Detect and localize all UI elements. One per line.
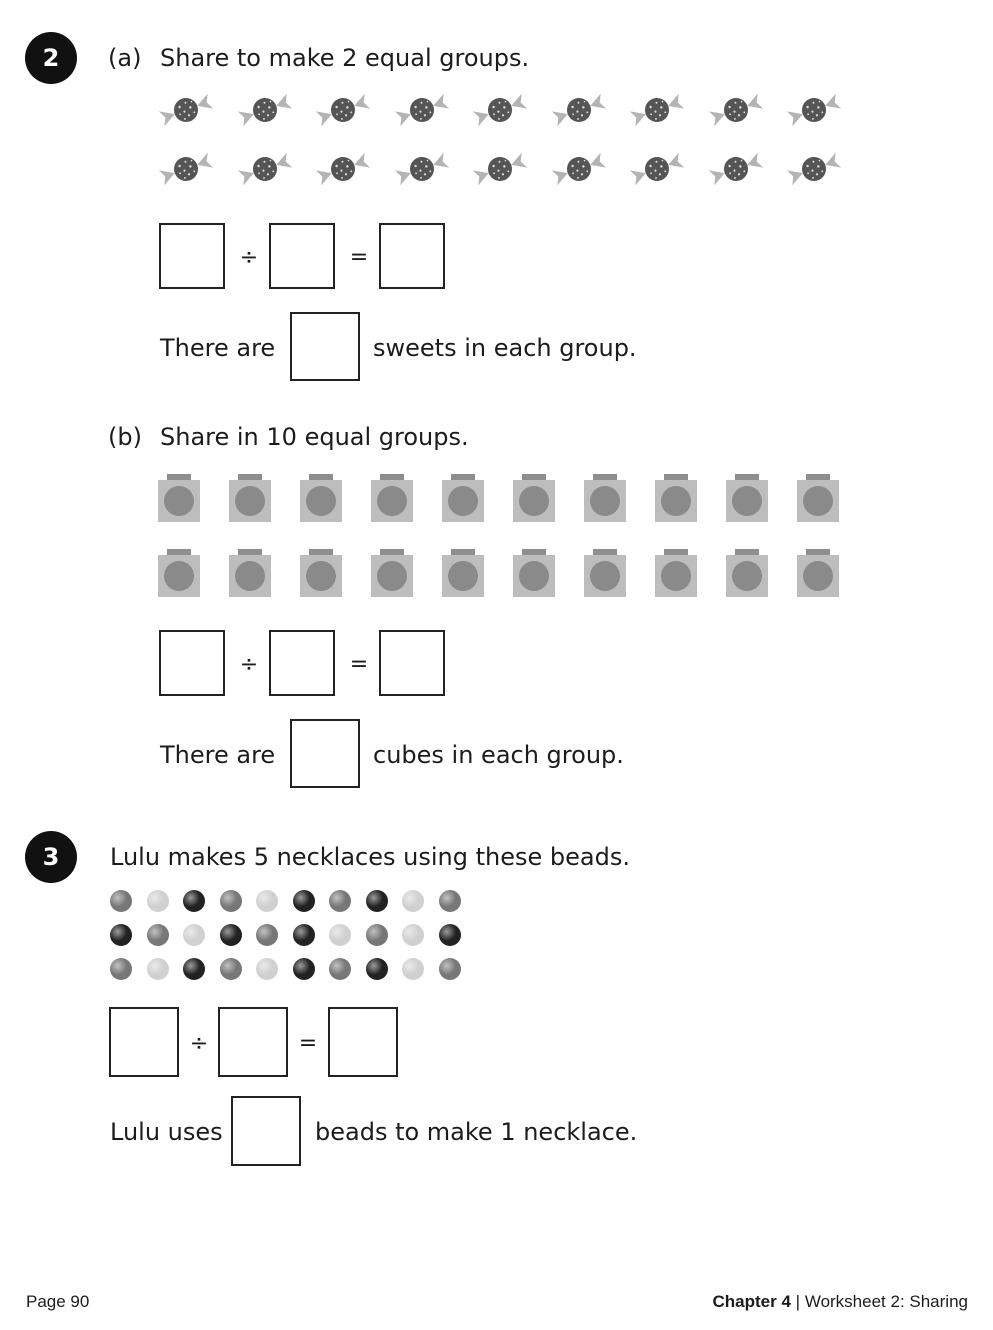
bead [329, 958, 351, 980]
bead [183, 890, 205, 912]
bead [402, 890, 424, 912]
linking-cube-icon [442, 474, 484, 522]
bead [256, 958, 278, 980]
b-divisor-box[interactable] [269, 630, 335, 696]
linking-cube-icon [726, 549, 768, 597]
bead [293, 924, 315, 946]
linking-cube-icon [371, 549, 413, 597]
wrapped-sweet-icon [472, 90, 528, 130]
linking-cube-icon [726, 474, 768, 522]
bead [366, 890, 388, 912]
q3-equals-sign: = [298, 1031, 318, 1056]
bead [329, 924, 351, 946]
bead [110, 958, 132, 980]
a-divisor-box[interactable] [269, 223, 335, 289]
wrapped-sweet-icon [551, 90, 607, 130]
footer-worksheet: Worksheet 2: Sharing [804, 1292, 968, 1311]
wrapped-sweet-icon [394, 149, 450, 189]
footer-chapter: Chapter 4 [712, 1292, 791, 1311]
wrapped-sweet-icon [551, 149, 607, 189]
bead [402, 924, 424, 946]
a-divide-sign: ÷ [239, 245, 259, 270]
bead [439, 924, 461, 946]
wrapped-sweet-icon [472, 149, 528, 189]
a-dividend-box[interactable] [159, 223, 225, 289]
wrapped-sweet-icon [158, 90, 214, 130]
b-equals-sign: = [349, 652, 369, 677]
linking-cube-icon [229, 549, 271, 597]
part-a-label: (a) [108, 44, 142, 72]
wrapped-sweet-icon [158, 149, 214, 189]
linking-cube-icon [229, 474, 271, 522]
wrapped-sweet-icon [237, 90, 293, 130]
linking-cube-icon [158, 474, 200, 522]
bead [183, 924, 205, 946]
bead [183, 958, 205, 980]
linking-cube-icon [513, 549, 555, 597]
bead [402, 958, 424, 980]
footer-chapter-info [713, 1292, 968, 1312]
linking-cube-icon [158, 549, 200, 597]
bead [329, 890, 351, 912]
wrapped-sweet-icon [315, 90, 371, 130]
a-answer-suffix: sweets in each group. [373, 334, 637, 362]
wrapped-sweet-icon [786, 149, 842, 189]
sweets-grid [158, 90, 858, 200]
q3-instruction: Lulu makes 5 necklaces using these beads. [110, 843, 630, 871]
q3-answer-box[interactable] [231, 1096, 301, 1166]
linking-cube-icon [584, 474, 626, 522]
wrapped-sweet-icon [786, 90, 842, 130]
wrapped-sweet-icon [394, 90, 450, 130]
footer-separator: | [795, 1292, 801, 1311]
bead [256, 924, 278, 946]
bead [439, 958, 461, 980]
b-answer-suffix: cubes in each group. [373, 741, 624, 769]
linking-cube-icon [655, 549, 697, 597]
page-number: Page 90 [26, 1292, 90, 1311]
q3-answer-prefix: Lulu uses [110, 1118, 223, 1146]
bead [366, 924, 388, 946]
q3-divisor-box[interactable] [218, 1007, 288, 1077]
b-quotient-box[interactable] [379, 630, 445, 696]
b-answer-box[interactable] [290, 719, 360, 788]
b-answer-prefix: There are [160, 741, 276, 769]
bead [439, 890, 461, 912]
wrapped-sweet-icon [315, 149, 371, 189]
a-answer-prefix: There are [160, 334, 276, 362]
bead [293, 958, 315, 980]
b-dividend-box[interactable] [159, 630, 225, 696]
wrapped-sweet-icon [708, 90, 764, 130]
linking-cube-icon [300, 474, 342, 522]
part-b-instruction: Share in 10 equal groups. [160, 423, 469, 451]
cubes-grid [158, 474, 848, 604]
q3-divide-sign: ÷ [189, 1031, 209, 1056]
bead [220, 890, 242, 912]
linking-cube-icon [655, 474, 697, 522]
bead [147, 958, 169, 980]
bead [220, 958, 242, 980]
bead [366, 958, 388, 980]
bead [147, 890, 169, 912]
a-quotient-box[interactable] [379, 223, 445, 289]
a-answer-box[interactable] [290, 312, 360, 381]
a-equals-sign: = [349, 245, 369, 270]
wrapped-sweet-icon [629, 149, 685, 189]
bead [147, 924, 169, 946]
beads-grid [108, 888, 468, 983]
q3-dividend-box[interactable] [109, 1007, 179, 1077]
linking-cube-icon [442, 549, 484, 597]
wrapped-sweet-icon [237, 149, 293, 189]
question-number-3: 3 [25, 831, 77, 883]
linking-cube-icon [300, 549, 342, 597]
wrapped-sweet-icon [708, 149, 764, 189]
part-b-label: (b) [108, 423, 142, 451]
q3-quotient-box[interactable] [328, 1007, 398, 1077]
linking-cube-icon [797, 474, 839, 522]
question-number-2: 2 [25, 32, 77, 84]
bead [293, 890, 315, 912]
q3-answer-suffix: beads to make 1 necklace. [315, 1118, 638, 1146]
bead [220, 924, 242, 946]
bead [110, 890, 132, 912]
linking-cube-icon [513, 474, 555, 522]
linking-cube-icon [371, 474, 413, 522]
bead [256, 890, 278, 912]
linking-cube-icon [584, 549, 626, 597]
bead [110, 924, 132, 946]
wrapped-sweet-icon [629, 90, 685, 130]
b-divide-sign: ÷ [239, 652, 259, 677]
linking-cube-icon [797, 549, 839, 597]
part-a-instruction: Share to make 2 equal groups. [160, 44, 530, 72]
